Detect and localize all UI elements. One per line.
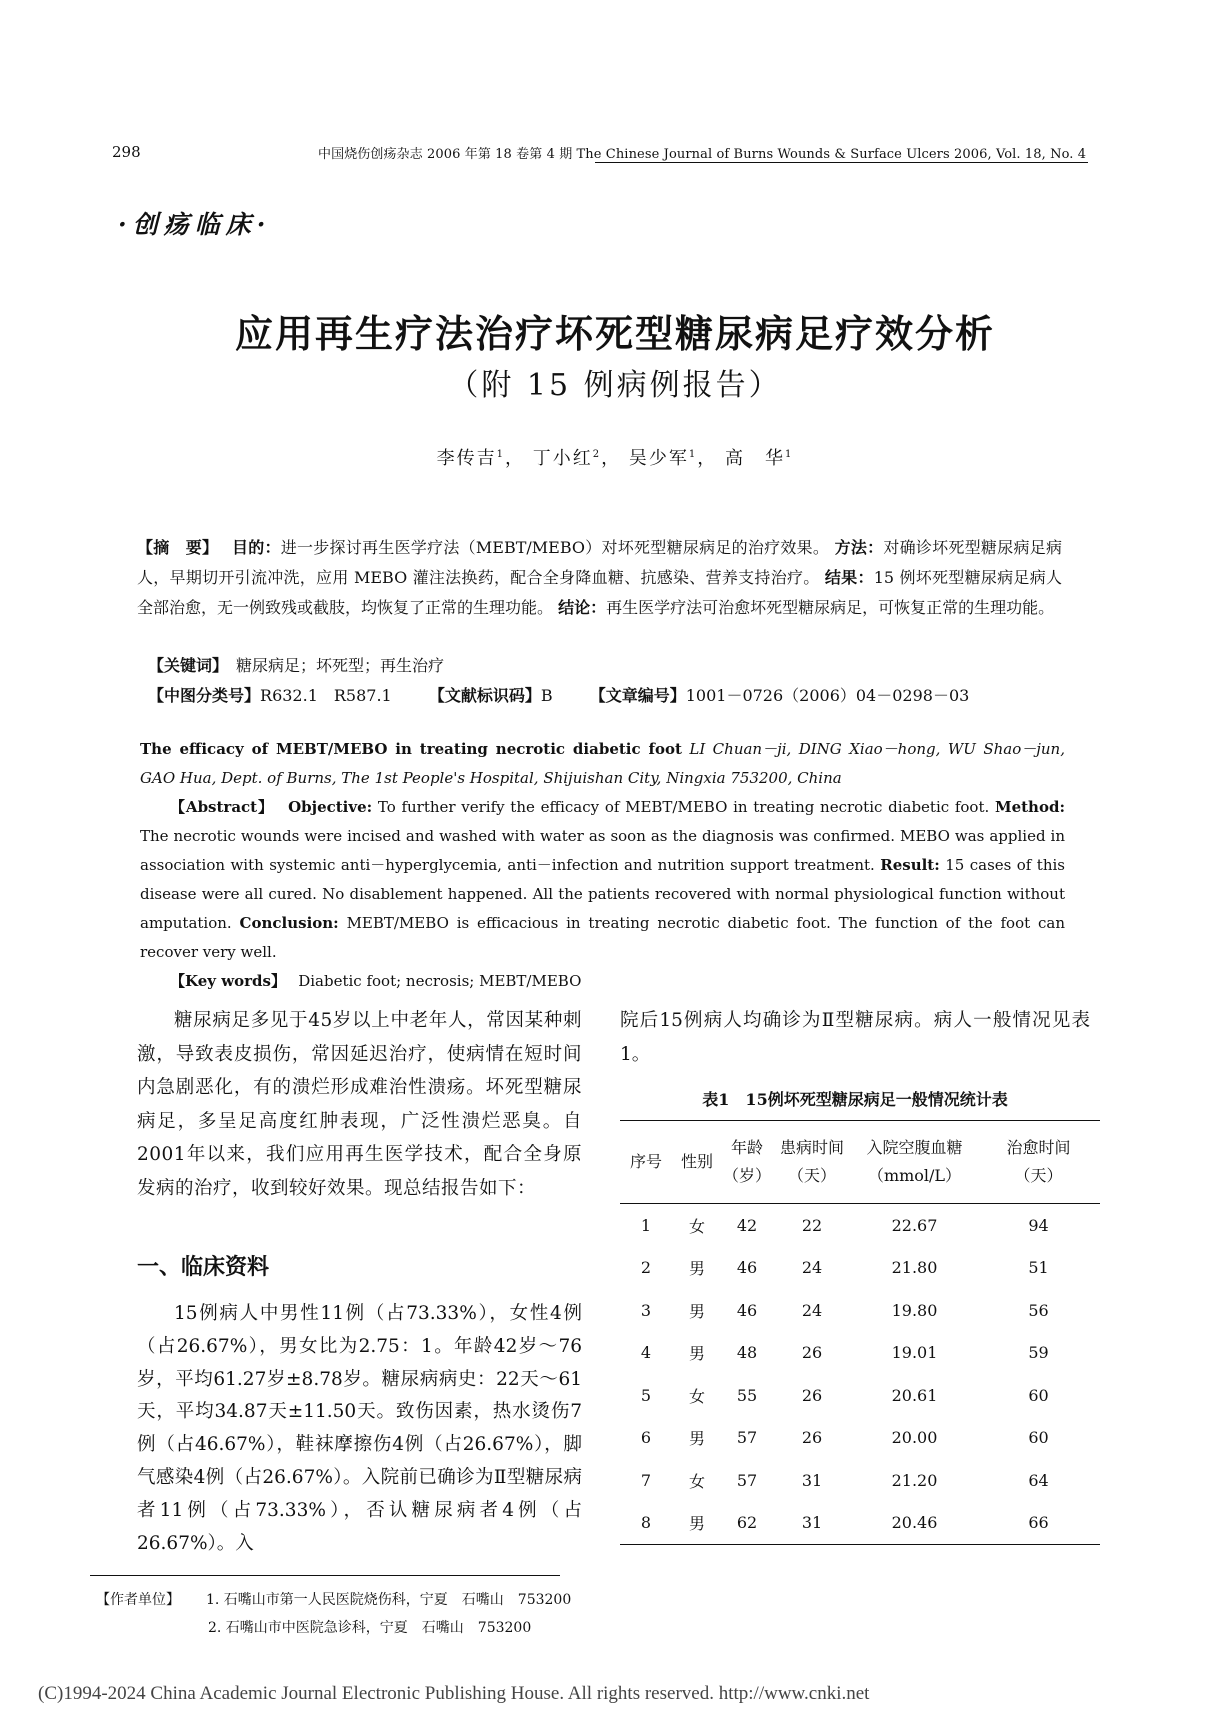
table-cell: 26 xyxy=(801,1385,823,1405)
conclusion-text: 再生医学疗法可治愈坏死型糖尿病足，可恢复正常的生理功能。 xyxy=(606,598,1055,617)
table-cell: 19.01 xyxy=(891,1343,938,1363)
table-cell: 26 xyxy=(801,1343,823,1363)
author-affiliation: 1 xyxy=(496,449,506,460)
en-conclusion-text: MEBT/MEBO is efficacious in treating necrotic diabetic foot. The function of the foot can recover very well. xyxy=(140,914,1065,961)
column-header: 性别 xyxy=(680,1152,713,1171)
en-objective-text: To further verify the efficacy of MEBT/MEBO in treating necrotic diabetic foot. xyxy=(377,798,990,816)
en-result-text: 15 cases of this disease were all cured. No disablement happened. All the patients recovered with normal physiological function without amputation. xyxy=(140,856,1065,932)
column-header: 入院空腹血糖 （mmol/L） xyxy=(866,1138,963,1185)
table-cell: 男 xyxy=(688,1344,705,1364)
author-affiliation: 1 xyxy=(688,449,698,460)
clc-value: R632.1 R587.1 xyxy=(260,686,392,705)
chinese-abstract xyxy=(137,533,1062,623)
table-cell: 46 xyxy=(736,1258,758,1278)
table-cell: 21.80 xyxy=(891,1258,938,1278)
table-cell: 64 xyxy=(1028,1470,1049,1490)
en-abstract-label: 【Abstract】 xyxy=(170,798,267,816)
table-caption: 表1 15例坏死型糖尿病足一般情况统计表 xyxy=(702,1090,1008,1109)
section-heading: 一、临床资料 xyxy=(137,1255,270,1280)
doc-code-value: B xyxy=(540,686,553,705)
method-label: 方法： xyxy=(834,538,884,557)
table-cell: 55 xyxy=(736,1385,758,1405)
column-header: 序号 xyxy=(629,1152,662,1171)
author-name: 丁小红 xyxy=(532,448,593,469)
intro-paragraph xyxy=(137,1004,582,1205)
table-cell: 22 xyxy=(801,1215,823,1235)
method-text: 对确诊坏死型糖尿病足病人，早期切开引流冲洗，应用 MEBO 灌注法换药，配合全身降血糖、抗感染、营养支持治疗。 xyxy=(137,538,1062,587)
table-cell: 59 xyxy=(1028,1343,1049,1363)
en-conclusion-label: Conclusion: xyxy=(239,914,339,932)
table-cell: 48 xyxy=(736,1343,758,1363)
english-title: The efficacy of MEBT/MEBO in treating necrotic diabetic foot xyxy=(140,740,682,758)
table-cell: 5 xyxy=(640,1385,652,1405)
footnote-rule xyxy=(90,1575,560,1576)
objective-label: 目的： xyxy=(231,538,281,557)
table-cell: 女 xyxy=(688,1216,705,1236)
running-head: 中国烧伤创疡杂志 2006 年第 18 卷第 4 期 The Chinese Journal of Burns Wounds & Surface Ulcers 2006, Vol. 18, No. 4 xyxy=(318,147,1087,162)
author-affiliation: 1 xyxy=(784,449,794,460)
table-cell: 3 xyxy=(640,1300,652,1320)
keywords-text: 糖尿病足；坏死型；再生治疗 xyxy=(236,656,445,675)
table-cell: 20.00 xyxy=(891,1428,938,1448)
author-list: 李传吉$^1$， 丁小红$^2$， 吴少军$^1$， 高 华$^1$ xyxy=(436,448,794,469)
table-cell: 24 xyxy=(801,1300,823,1320)
column-header: 年龄 （岁） xyxy=(722,1138,771,1185)
table-cell: 女 xyxy=(688,1386,705,1406)
en-keywords-label: 【Key words】 xyxy=(170,972,279,990)
en-objective-label: Objective: xyxy=(288,798,373,816)
table-cell: 男 xyxy=(688,1259,705,1279)
footnote-label: 【作者单位】 xyxy=(96,1592,180,1608)
table-cell: 26 xyxy=(801,1428,823,1448)
article-number-value: 1001－0726（2006）04－0298－03 xyxy=(685,686,970,705)
table-cell: 男 xyxy=(688,1301,705,1321)
author-affiliation: 2 xyxy=(592,449,602,460)
author-name: 高 华 xyxy=(724,448,785,469)
table-cell: 7 xyxy=(640,1470,652,1490)
table-cell: 21.20 xyxy=(891,1470,938,1490)
table-cell: 60 xyxy=(1028,1385,1049,1405)
keywords-cn xyxy=(148,653,444,676)
english-authors: LI Chuan－ji, DING Xiao－hong, WU Shao－jun, GAO Hua, Dept. of Burns, The 1st People's Hospital, Shijuishan City, Ningxia 753200, China xyxy=(140,740,1065,787)
table-cell: 31 xyxy=(801,1470,823,1490)
table-row xyxy=(620,1332,1100,1375)
table-row xyxy=(620,1417,1100,1460)
result-text: 15 例坏死型糖尿病足病人全部治愈，无一例致残或截肢，均恢复了正常的生理功能。 xyxy=(137,568,1062,617)
table-cell: 24 xyxy=(801,1258,823,1278)
keywords-label: 【关键词】 xyxy=(148,656,221,675)
en-method-label: Method: xyxy=(994,798,1065,816)
table-cell: 57 xyxy=(736,1428,758,1448)
intro-text: 糖尿病足多见于45岁以上中老年人，常因某种刺激，导致表皮损伤，常因延迟治疗，使病情在短时间内急剧恶化，有的溃烂形成难治性溃疡。坏死型糖尿病足，多呈足高度红肿表现，广泛性溃烂恶臭。自2001年以来，我们应用再生医学技术，配合全身原发病的治疗，收到较好效果。现总结报告如下： xyxy=(137,1010,582,1199)
article-subtitle: （附 15 例病例报告） xyxy=(448,368,782,403)
abstract-label: 【摘 要】 xyxy=(137,538,211,557)
author-name: 吴少军 xyxy=(628,448,689,469)
table-cell: 51 xyxy=(1028,1258,1049,1278)
article-title: 应用再生疗法治疗坏死型糖尿病足疗效分析 xyxy=(234,312,995,356)
table-row xyxy=(620,1204,1100,1247)
conclusion-label: 结论： xyxy=(558,598,607,617)
clc-label: 【中图分类号】 xyxy=(148,686,261,705)
table-cell: 31 xyxy=(801,1513,823,1533)
table-cell: 男 xyxy=(688,1514,705,1534)
table-cell: 66 xyxy=(1028,1513,1049,1533)
classification-line xyxy=(148,683,969,706)
clinical-data-paragraph xyxy=(137,1298,582,1560)
article-number-label: 【文章编号】 xyxy=(589,686,686,705)
author-affiliation-footnote xyxy=(96,1586,571,1642)
table-cell: 男 xyxy=(688,1429,705,1449)
patient-table xyxy=(620,1120,1100,1545)
english-abstract xyxy=(140,735,1065,996)
table-cell: 2 xyxy=(640,1258,652,1278)
table-row xyxy=(620,1459,1100,1502)
author-name: 李传吉 xyxy=(436,448,497,469)
column-header: 治愈时间 （天） xyxy=(1006,1138,1071,1185)
table-cell: 1 xyxy=(640,1215,652,1235)
right-column-paragraph: 院后15例病人均确诊为Ⅱ型糖尿病。病人一般情况见表1。 xyxy=(620,1010,1090,1065)
table-cell: 20.61 xyxy=(891,1385,938,1405)
table-cell: 女 xyxy=(688,1471,705,1491)
en-method-text: The necrotic wounds were incised and washed with water as soon as the diagnosis was confirmed. MEBO was applied in association with systemic anti－hyperglycemia, anti－infection and nutrition support treatment. xyxy=(140,827,1065,874)
table-cell: 8 xyxy=(640,1513,652,1533)
section-tag: ·创疡临床· xyxy=(118,210,272,239)
table-cell: 56 xyxy=(1028,1300,1049,1320)
doc-code-label: 【文献标识码】 xyxy=(428,686,541,705)
table-cell: 42 xyxy=(736,1215,758,1235)
footnote-line: 1. 石嘴山市第一人民医院烧伤科，宁夏 石嘴山 753200 xyxy=(206,1592,572,1608)
table-cell: 22.67 xyxy=(891,1215,938,1235)
en-result-label: Result: xyxy=(880,856,940,874)
table-row xyxy=(620,1502,1100,1545)
objective-text: 进一步探讨再生医学疗法（MEBT/MEBO）对坏死型糖尿病足的治疗效果。 xyxy=(280,538,830,557)
table-cell: 20.46 xyxy=(891,1513,938,1533)
table-row xyxy=(620,1247,1100,1290)
header-rule xyxy=(595,162,1088,163)
table-row xyxy=(620,1289,1100,1332)
page-number: 298 xyxy=(112,143,141,161)
table-cell: 6 xyxy=(640,1428,652,1448)
clinical-data-text: 15例病人中男性11例（占73.33%），女性4例（占26.67%），男女比为2.75：1。年龄42岁～76岁，平均61.27岁±8.78岁。糖尿病病史：22天～61天，平均34.87天±11.50天。致伤因素，热水烫伤7例（占46.67%），鞋袜摩擦伤4例（占26.67%），脚气感染4例（占26.67%）。入院前已确诊为Ⅱ型糖尿病者11例（占73.33%），否认糖尿病者4例（占26.67%）。入 xyxy=(137,1303,582,1554)
right-column-text xyxy=(620,1004,1090,1071)
table-cell: 94 xyxy=(1028,1215,1049,1235)
table-cell: 62 xyxy=(736,1513,758,1533)
table-cell: 46 xyxy=(736,1300,758,1320)
copyright-notice: (C)1994-2024 China Academic Journal Electronic Publishing House. All rights reserved. http://www.cnki.net xyxy=(38,1683,870,1704)
table-cell: 4 xyxy=(640,1343,652,1363)
result-label: 结果： xyxy=(824,568,874,587)
en-keywords-text: Diabetic foot; necrosis; MEBT/MEBO xyxy=(298,972,582,990)
table-cell: 57 xyxy=(736,1470,758,1490)
footnote-line: 2. 石嘴山市中医院急诊科，宁夏 石嘴山 753200 xyxy=(208,1620,532,1636)
table-cell: 60 xyxy=(1028,1428,1049,1448)
table-cell: 19.80 xyxy=(891,1300,938,1320)
column-header: 患病时间 （天） xyxy=(779,1138,844,1185)
table-row xyxy=(620,1374,1100,1417)
table-header-row xyxy=(620,1121,1100,1204)
